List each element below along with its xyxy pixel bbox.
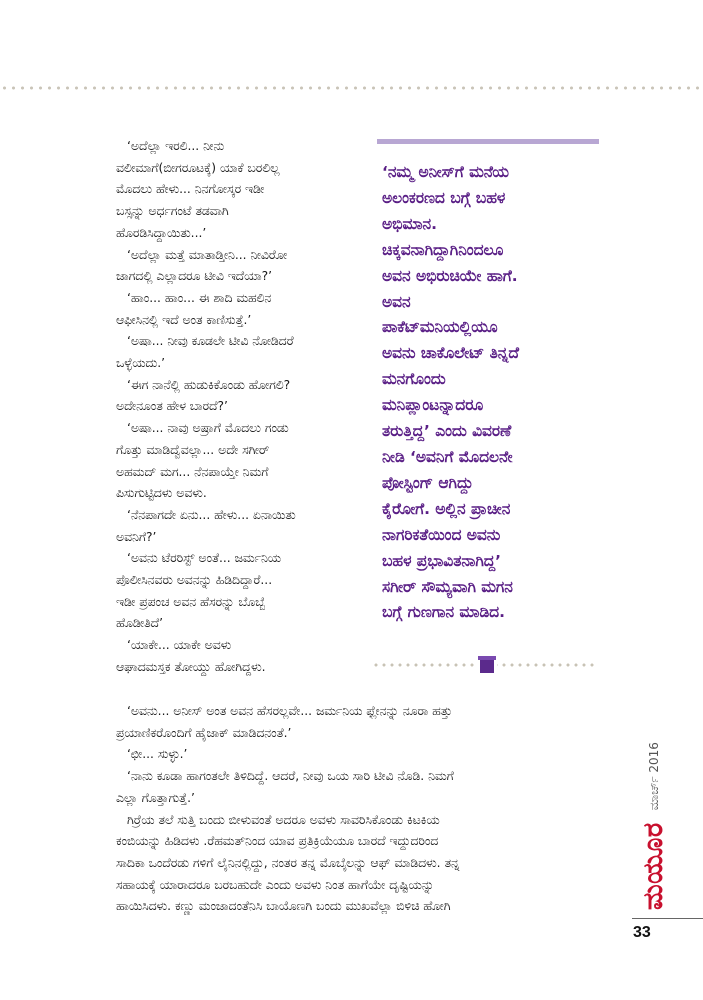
- text-line: ‘ಅದೆಲ್ಲಾ ಇರಲಿ... ನೀನು: [127, 139, 225, 153]
- full-width-text: [116, 701, 614, 918]
- text-line: ಆಫೀಸಿನಲ್ಲಿ ಇದೆ ಅಂತ ಕಾಣಿಸುತ್ತೆ.’: [116, 312, 252, 327]
- text-line: ಇಡೀ ಪ್ರಪಂಚ ಅವನ ಹೆಸರನ್ನು ಬೊಬ್ಬೆ: [116, 594, 266, 609]
- pull-quote-line: ಅವನ: [382, 292, 411, 311]
- pull-quote: [382, 160, 604, 626]
- text-line: ಆಘಾದಮಸ್ತಕ ತೋಯ್ದು ಹೋಗಿದ್ದಳು.: [116, 659, 266, 674]
- magazine-logo: ಮಯೂರ: [638, 822, 669, 910]
- text-line: ಅವನಿಗೆ?’: [116, 529, 157, 544]
- text-line: ಎಲ್ಲಾ ಗೊತ್ತಾಗುತ್ತೆ.’: [116, 790, 195, 805]
- text-line: ‘ಹಾಂ... ಹಾಂ... ಈ ಶಾದಿ ಮಹಲಿನ: [127, 290, 272, 305]
- pull-quote-line: ಪೋಸ್ಟಿಂಗ್ ಆಗಿದ್ದು: [382, 473, 474, 492]
- pull-quote-line: ಅವನ ಅಭಿರುಚಿಯೇ ಹಾಗೆ.: [382, 266, 518, 285]
- text-line: ಸಹಾಯಕ್ಕೆ ಯಾರಾದರೂ ಬರಬಹುದೇ ಎಂದು ಅವಳು ನಿಂತ ಹಾಗೆಯೇ ದೃಷ್ಟಿಯನ್ನು: [116, 877, 435, 892]
- text-line: ಅಹಮದ್ ಮಗ... ನೆನಪಾಯ್ತೇ ನಿಮಗೆ: [116, 464, 269, 479]
- text-line: ಕಂಬಿಯನ್ನು ಹಿಡಿದಳು .ರೆಹಮತ್‌ನಿಂದ ಯಾವ ಪ್ರತಿಕ್ರಿಯೆಯೂ ಬಾರದೆ ಇದ್ದುದರಿಂದ: [116, 834, 439, 849]
- text-line: ಪ್ರಯಾಣಿಕರೊಂದಿಗೆ ಹೈಜಾಕ್ ಮಾಡಿದನಂತೆ.’: [116, 725, 292, 740]
- text-line: ‘ಅವನು ಟೆರರಿಸ್ಟ್ ಅಂತೆ... ಜರ್ಮನಿಯ: [127, 551, 281, 566]
- text-line: ಹೊರಡಿಸಿದ್ದಾಯಿತು...’: [116, 225, 207, 240]
- text-line: ಜಾಗದಲ್ಲಿ ಎಲ್ಲಾದರೂ ಟೀವಿ ಇದೆಯಾ?’: [116, 269, 273, 284]
- issue-date: ಮಾರ್ಚ್ 2016: [647, 742, 661, 811]
- pull-quote-line: ಅಲಂಕರಣದ ಬಗ್ಗೆ ಬಹಳ: [382, 188, 506, 207]
- text-line: ‘ಯಾಕೇ... ಯಾಕೇ ಅವಳು: [127, 638, 232, 653]
- pull-quote-line: ಪಾಕೆಟ್‌ಮನಿಯಲ್ಲಿಯೂ: [382, 318, 498, 337]
- text-line: ಹೊಡೀತಿದೆ’: [116, 616, 164, 631]
- pull-quote-line: ಕೈರೋಗೆ. ಅಲ್ಲಿನ ಪ್ರಾಚೀನ: [382, 499, 511, 518]
- text-line: ‘ಅಷಾ... ನೀವು ಕೂಡಲೇ ಟೀವಿ ನೋಡಿದರೆ: [127, 334, 294, 349]
- pull-quote-line: ಮನಗೊಂದು: [382, 370, 446, 389]
- text-line: ಗೊತ್ತು ಮಾಡಿದ್ವೆವಲ್ಲಾ... ಅದೇ ಸಗೀರ್: [116, 442, 270, 457]
- text-line: ಸಾದಿಕಾ ಒಂದೆರಡು ಗಳಿಗೆ ಲೈನಿನಲ್ಲಿದ್ದು, ನಂತರ ತನ್ನ ಮೊಬೈಲನ್ನು ಆಫ್ ಮಾಡಿದಳು. ತನ್ನ: [116, 855, 460, 870]
- pull-quote-line: ಮನಿಪ್ಲಾಂಟನ್ನಾದರೂ: [382, 396, 484, 415]
- text-line: ‘ಛೀ... ಸುಳ್ಳು.’: [127, 747, 188, 762]
- magazine-folio: [614, 715, 694, 910]
- pull-quote-line: ಅಭಿಮಾನ.: [382, 214, 437, 233]
- pull-quote-line: ಅವನು ಚಾಕೊಲೇಟ್ ತಿನ್ನದೆ: [382, 344, 519, 363]
- text-line: ‘ನಾನು ಕೂಡಾ ಹಾಗಂತಲೇ ತಿಳಿದಿದ್ದೆ. ಆದರೆ, ನೀವು ಒಯ ಸಾರಿ ಟೀವಿ ನೊಡಿ. ನಿಮಗೆ: [127, 769, 454, 784]
- text-line: ಮೊದಲು ಹೇಳು... ನಿನಗೋಸ್ಕರ ಇಡೀ: [116, 182, 265, 197]
- pull-quote-line: ನೀಡಿ ‘ಅವನಿಗೆ ಮೊದಲನೇ: [382, 447, 513, 466]
- text-line: ಅದೇನೂಂತ ಹೇಳ ಬಾರದೆ?’: [116, 399, 228, 414]
- text-line: ಪಿಸುಗುಟ್ಟಿದಳು ಅವಳು.: [116, 486, 207, 501]
- text-line: ‘ಅದೆಲ್ಲಾ ಮತ್ತೆ ಮಾತಾಡ್ತೀನಿ... ನೀವಿರೋ: [127, 247, 288, 262]
- left-text-column: [116, 136, 361, 679]
- pull-quote-line: ತರುತ್ತಿದ್ದ’ ಎಂದು ವಿವರಣೆ: [382, 422, 512, 441]
- text-line: ‘ಅಷಾ... ನಾವು ಅಷ್ರಾಗೆ ಮೊದಲು ಗಂಡು: [127, 421, 289, 436]
- pull-quote-rule: [377, 139, 599, 144]
- text-line: ‘ನೆನಪಾಗದೇ ಏನು... ಹೇಳು... ಏನಾಯಿತು: [127, 507, 296, 522]
- pull-quote-line: ‘ನಮ್ಮ ಅನೀಸ್‌ಗೆ ಮನೆಯ: [382, 163, 509, 181]
- text-line: ಗಿರ್ರೆಯ ತಲೆ ಸುತ್ತಿ ಬಂದು ಬೀಳುವಂತೆ ಅದರೂ ಅವಳು ಸಾವರಿಸಿಕೊಂಡು ಕಿಟಕಿಯ: [127, 812, 440, 827]
- text-line: ಹಾಯಿಸಿದಳು. ಕಣ್ಣು ಮಂಜಾದಂತೆನಿಸಿ ಬಾಯೊಣಗಿ ಬಂದು ಮುಖವೆಲ್ಲಾ ಬಿಳಿಚಿ ಹೋಗಿ: [116, 899, 451, 914]
- book-icon: [480, 660, 494, 673]
- page-number: 33: [633, 924, 651, 941]
- text-line: ‘ಈಗ ನಾನೆಲ್ಲಿ ಹುಡುಕಿಕೊಂಡು ಹೋಗಲಿ?: [127, 377, 291, 392]
- pull-quote-line: ನಾಗರಿಕತೆಯಿಂದ ಅವನು: [382, 525, 501, 544]
- top-dotted-divider: [0, 86, 703, 90]
- pull-quote-line: ಬಗ್ಗೆ ಗುಣಗಾನ ಮಾಡಿದ.: [382, 603, 505, 622]
- text-line: ವಲೀಮಾಗೆ(ಬೀಗರೂಟಕ್ಕೆ) ಯಾಕೆ ಬರಲಿಲ್ಲ: [116, 160, 280, 175]
- pull-quote-line: ಚಿಕ್ಕವನಾಗಿದ್ದಾಗಿನಿಂದಲೂ: [382, 240, 504, 259]
- page-number-rule: [632, 918, 703, 919]
- text-line: ಪೊಲೀಸಿನವರು ಅವನನ್ನು ಹಿಡಿದಿದ್ದಾರೆ...: [116, 573, 273, 588]
- pull-quote-line: ಸಗೀರ್ ಸೌಮ್ಯವಾಗಿ ಮಗನ: [382, 577, 513, 596]
- text-line: ಬಸ್ಸನ್ನು ಅರ್ಧಗಂಟೆ ತಡವಾಗಿ: [116, 204, 229, 219]
- text-line: ಒಳ್ಳೆಯದು.’: [116, 356, 166, 371]
- text-line: ‘ಅವನು... ಅನೀಸ್ ಅಂತ ಅವನ ಹೆಸರಲ್ಲವೇ... ಜರ್ಮನಿಯ ಫ್ಲೇನನ್ನು ನೂರಾ ಹತ್ತು: [127, 704, 453, 718]
- pull-quote-line: ಬಹಳ ಪ್ರಭಾವಿತನಾಗಿದ್ದ’: [382, 551, 501, 570]
